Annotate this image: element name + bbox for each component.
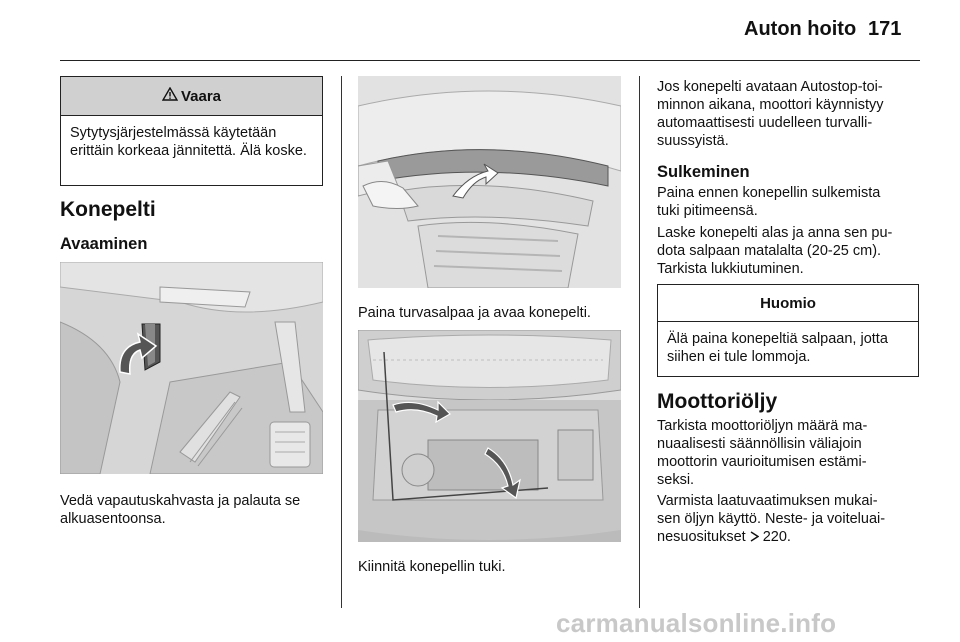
oil-paragraph-2: Varmista laatuvaatimuksen mukai- sen öljyn käyttö. Neste- ja voiteluai- nesuositukset 220. (657, 493, 886, 545)
release-lever-illustration (60, 262, 323, 474)
warning-title: Vaara (180, 87, 222, 105)
page-reference-icon (750, 529, 759, 545)
oil-paragraph-1: Tarkista moottoriöljyn määrä ma- nuaalisesti säännöllisin väliajoin moottorin vaurioitumisen estämi- seksi. (657, 418, 868, 488)
oil-reference-link[interactable]: 220. (762, 529, 791, 545)
note-box (657, 284, 919, 377)
warning-text: Sytytysjärjestelmässä käytetään erittäin korkeaa jännitettä. Älä koske. (70, 125, 307, 159)
column-divider (341, 76, 342, 608)
hood-support-illustration (358, 330, 621, 542)
hood-latch-illustration (358, 76, 621, 288)
section-title: Auton hoito (744, 18, 857, 40)
warning-box (60, 76, 323, 186)
warning-triangle-icon (162, 87, 178, 105)
caption-attach-support: Kiinnitä konepellin tuki. (358, 559, 506, 575)
note-text: Älä paina konepeltiä salpaan, jotta siihen ei tule lommoja. (667, 331, 888, 365)
subheading-avaaminen: Avaaminen (60, 235, 148, 253)
caption-press-latch: Paina turvasalpaa ja avaa konepelti. (358, 305, 591, 321)
heading-konepelti: Konepelti (60, 198, 156, 221)
closing-paragraph-2: Laske konepelti alas ja anna sen pu- dota salpaan matalalta (20-25 cm). Tarkista lukkiutuminen. (657, 225, 893, 277)
column-divider (639, 76, 640, 608)
header-divider (60, 60, 920, 61)
autostop-paragraph: Jos konepelti avataan Autostop-toi- minnon aikana, moottori käynnistyy automaattisesti uudelleen turvalli- suussyistä. (657, 79, 884, 149)
closing-paragraph-1: Paina ennen konepellin sulkemista tuki pitimeensä. (657, 185, 881, 219)
note-title: Huomio (658, 285, 918, 322)
page-number: 171 (868, 18, 902, 40)
warning-box-header (61, 77, 322, 116)
subheading-sulkeminen: Sulkeminen (657, 163, 750, 181)
watermark: carmanualsonline.info (556, 608, 837, 638)
caption-release-lever: Vedä vapautuskahvasta ja palauta se alkuasentoonsa. (60, 493, 301, 527)
heading-moottorioljy: Moottoriöljy (657, 390, 778, 413)
